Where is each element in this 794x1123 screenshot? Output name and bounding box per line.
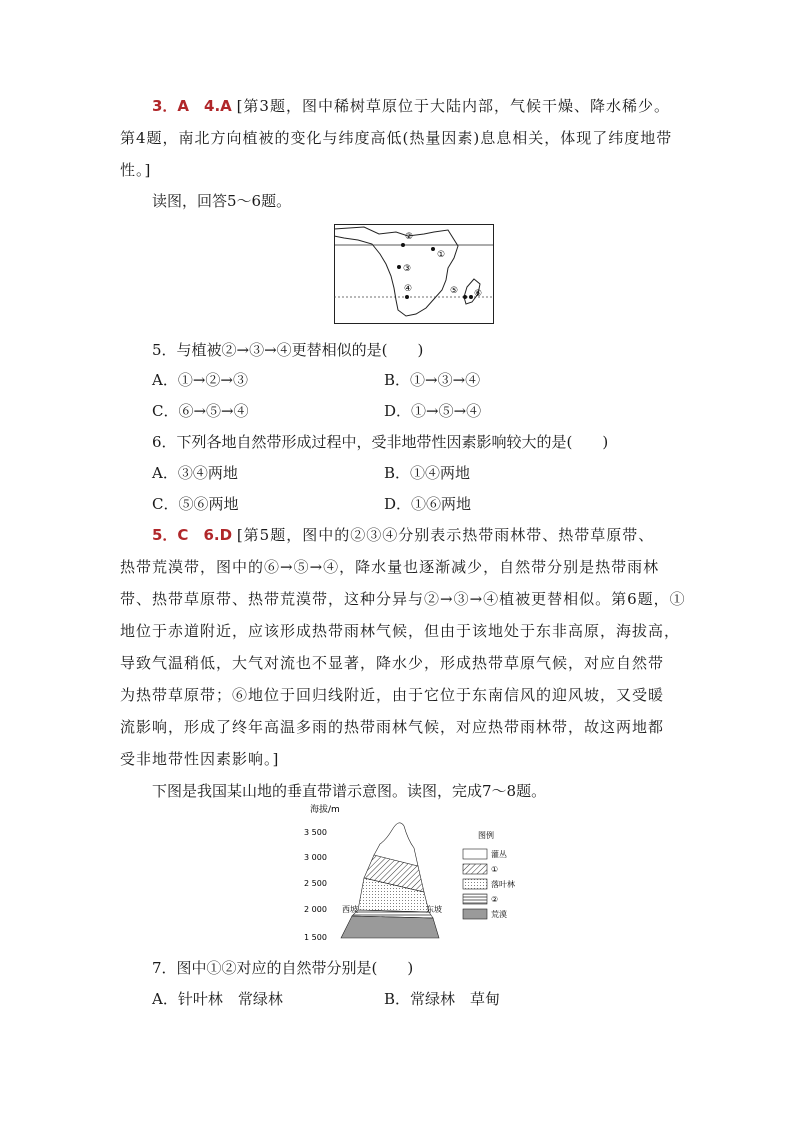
answer-text-line: 性。] bbox=[120, 161, 152, 179]
question-7-stem: 7．图中①②对应的自然带分别是( ) bbox=[152, 959, 414, 977]
map-label-5: ⑤ bbox=[450, 286, 459, 296]
answer-5-6 bbox=[152, 525, 654, 545]
answer-text-line: 带、热带草原带、热带荒漠带，这种分异与②→③→④植被更替相似。第6题，① bbox=[120, 590, 686, 608]
mountain-zonation-diagram bbox=[296, 800, 536, 950]
legend-swatch-2 bbox=[463, 894, 487, 904]
map-label-1: ① bbox=[437, 250, 446, 260]
tick-label: 2 000 bbox=[304, 905, 327, 914]
legend-title: 图例 bbox=[478, 831, 494, 840]
answer-text-line: 第4题，南北方向植被的变化与纬度高低(热量因素)息息相关，体现了纬度地带 bbox=[120, 129, 673, 147]
map-point bbox=[405, 295, 409, 299]
answer-label: 3．A 4.A bbox=[152, 97, 232, 115]
y-axis-label: 海拔/m bbox=[310, 805, 340, 815]
africa-map bbox=[334, 224, 494, 324]
q6-option-c[interactable]: C．⑤⑥两地 bbox=[152, 495, 239, 513]
west-slope-label: 西坡 bbox=[342, 905, 358, 914]
answer-text-line: 流影响，形成了终年高温多雨的热带雨林气候，对应热带雨林带，故这两地都 bbox=[120, 718, 665, 736]
q7-option-b[interactable]: B．常绿林 草甸 bbox=[384, 990, 501, 1008]
q5-option-b[interactable]: B．①→③→④ bbox=[384, 371, 481, 389]
answer-text: [第5题，图中的②③④分别表示热带雨林带、热带草原带、 bbox=[236, 526, 655, 544]
desert-band bbox=[341, 916, 439, 938]
tick-label: 3 500 bbox=[304, 828, 327, 837]
map-point bbox=[431, 247, 435, 251]
q6-option-a[interactable]: A．③④两地 bbox=[152, 464, 238, 482]
answer-text-line: 受非地带性因素影响。] bbox=[120, 750, 280, 768]
prompt-7-8: 下图是我国某山地的垂直带谱示意图。读图，完成7～8题。 bbox=[152, 782, 547, 800]
map-label-6: ⑥ bbox=[474, 289, 483, 299]
map-point bbox=[397, 265, 401, 269]
q6-option-d[interactable]: D．①⑥两地 bbox=[384, 495, 472, 513]
q5-option-c[interactable]: C．⑥→⑤→④ bbox=[152, 402, 249, 420]
map-point bbox=[463, 295, 467, 299]
map-label-2: ② bbox=[405, 232, 414, 242]
q6-option-b[interactable]: B．①④两地 bbox=[384, 464, 471, 482]
tick-label: 2 500 bbox=[304, 879, 327, 888]
q5-option-d[interactable]: D．①→⑤→④ bbox=[384, 402, 482, 420]
legend-label: ① bbox=[491, 865, 499, 874]
answer-label: 5．C 6.D bbox=[152, 526, 233, 544]
q5-option-a[interactable]: A．①→②→③ bbox=[152, 371, 248, 389]
question-5-stem: 5．与植被②→③→④更替相似的是( ) bbox=[152, 341, 424, 359]
tick-label: 3 000 bbox=[304, 853, 327, 862]
legend-label: 落叶林 bbox=[491, 880, 515, 889]
answer-3-4 bbox=[152, 96, 670, 116]
map-label-4: ④ bbox=[404, 284, 413, 294]
answer-text-line: 热带荒漠带，图中的⑥→⑤→④，降水量也逐渐减少，自然带分别是热带雨林 bbox=[120, 558, 660, 576]
answer-text-line: 地位于赤道附近，应该形成热带雨林气候，但由于该地处于东非高原，海拔高， bbox=[120, 622, 681, 640]
tick-label: 1 500 bbox=[304, 933, 327, 942]
map-frame bbox=[335, 225, 494, 324]
prompt-5-6: 读图，回答5～6题。 bbox=[152, 192, 292, 210]
legend-swatch-shrub bbox=[463, 849, 487, 859]
answer-text-line: 为热带草原带；⑥地位于回归线附近，由于它位于东南信风的迎风坡，又受暖 bbox=[120, 686, 665, 704]
east-slope-label: 东坡 bbox=[426, 905, 442, 914]
answer-text: [第3题，图中稀树草原位于大陆内部，气候干燥、降水稀少。 bbox=[236, 97, 670, 115]
legend-swatch-desert bbox=[463, 909, 487, 919]
map-label-3: ③ bbox=[403, 264, 412, 274]
answer-text-line: 导致气温稍低，大气对流也不显著，降水少，形成热带草原气候，对应自然带 bbox=[120, 654, 665, 672]
q7-option-a[interactable]: A．针叶林 常绿林 bbox=[152, 990, 283, 1008]
question-6-stem: 6．下列各地自然带形成过程中，受非地带性因素影响较大的是( ) bbox=[152, 433, 609, 451]
legend-label: 灌丛 bbox=[491, 850, 507, 859]
legend-label: ② bbox=[491, 895, 499, 904]
map-point bbox=[401, 243, 405, 247]
map-point bbox=[469, 295, 473, 299]
legend-swatch-1 bbox=[463, 864, 487, 874]
legend-label: 荒漠 bbox=[491, 910, 507, 919]
legend-swatch-deciduous bbox=[463, 879, 487, 889]
